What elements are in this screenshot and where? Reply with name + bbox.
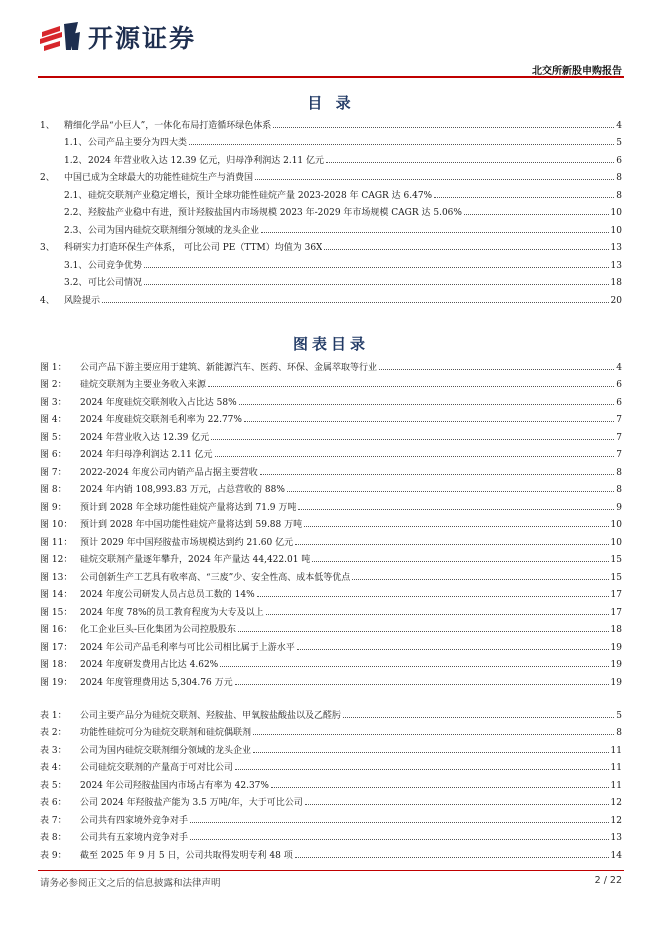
toc-entry[interactable] xyxy=(40,288,622,306)
toc-title: 目 录 xyxy=(307,94,355,112)
entry-text: 科研实力打造环保生产体系， 可比公司 PE（TTM）均值为 36X xyxy=(64,243,323,253)
entry-text: 羟胺盐产业稳中有进，预计羟胺盐国内市场规模 2023 年-2029 年市场规模 CAGR 达 5.06% xyxy=(88,208,462,218)
dot-leader xyxy=(144,284,609,285)
entry-page-number: 11 xyxy=(610,780,622,791)
entry-page-number: 4 xyxy=(616,120,622,131)
figure-entry[interactable] xyxy=(40,460,622,478)
toc-entry[interactable] xyxy=(40,236,622,254)
entry-number: 图 2： xyxy=(40,380,67,390)
table-entry[interactable] xyxy=(40,843,622,861)
figure-entry[interactable] xyxy=(40,495,622,513)
entry-number: 1.2、 xyxy=(64,155,88,166)
entry-number: 表 3： xyxy=(40,745,67,756)
entry-text: 中国已成为全球最大的功能性硅烷生产与消费国 xyxy=(64,173,254,183)
entry-text: 2024 年公司羟胺盐国内市场占有率为 42.37% xyxy=(80,780,269,791)
toc-entry[interactable] xyxy=(40,271,622,289)
entry-text: 可比公司情况 xyxy=(88,278,143,288)
entry-number: 图 10： xyxy=(40,520,73,530)
logo-mark-icon xyxy=(38,22,82,52)
entry-page-number: 19 xyxy=(610,660,622,670)
entry-page-number: 10 xyxy=(610,208,622,218)
entry-page-number: 10 xyxy=(610,537,622,548)
dot-leader xyxy=(434,197,614,198)
logo-text: 开源证券 xyxy=(88,24,197,53)
footer-rule xyxy=(38,870,624,871)
dot-leader xyxy=(238,631,609,632)
dot-leader xyxy=(324,249,608,250)
entry-text: 公司为国内硅烷交联剂细分领域的龙头企业 xyxy=(80,745,252,756)
toc-entry[interactable] xyxy=(40,183,622,201)
entry-page-number: 11 xyxy=(610,745,622,756)
dot-leader xyxy=(260,474,615,475)
entry-page-number: 17 xyxy=(610,607,622,618)
entry-text: 公司竞争优势 xyxy=(88,260,143,271)
dot-leader xyxy=(297,649,609,650)
entry-text: 硅烷交联剂产量逐年攀升，2024 年产量达 44,422.01 吨 xyxy=(80,555,311,565)
entry-text: 2024 年公司产品毛利率与可比公司相比属于上游水平 xyxy=(80,642,295,653)
figure-entry[interactable] xyxy=(40,618,622,636)
entry-page-number: 9 xyxy=(616,502,622,513)
entry-text: 2024 年内销 108,993.83 万元，占总营收的 88% xyxy=(80,485,285,495)
entry-page-number: 8 xyxy=(616,173,622,183)
figure-entry[interactable] xyxy=(40,600,622,618)
dot-leader xyxy=(220,666,608,667)
table-entry[interactable] xyxy=(40,808,622,826)
entry-text: 公司创新生产工艺具有收率高、“三废”少、安全性高、成本低等优点 xyxy=(80,572,351,583)
entry-text: 硅烷交联剂为主要业务收入来源 xyxy=(80,380,207,390)
figures-title: 图表目录 xyxy=(292,335,369,353)
entry-number: 表 5： xyxy=(40,780,67,791)
figure-entry[interactable] xyxy=(40,670,622,688)
table-entry[interactable] xyxy=(40,703,622,721)
entry-page-number: 10 xyxy=(610,225,622,236)
dot-leader xyxy=(211,439,614,440)
entry-page-number: 7 xyxy=(616,415,622,425)
table-entry[interactable] xyxy=(40,791,622,809)
dot-leader xyxy=(379,369,614,370)
figure-entry[interactable] xyxy=(40,565,622,583)
dot-leader xyxy=(253,752,609,753)
entry-page-number: 20 xyxy=(610,295,622,306)
dot-leader xyxy=(208,386,614,387)
dot-leader xyxy=(190,822,609,823)
entry-number: 图 9： xyxy=(40,502,67,513)
table-entry[interactable] xyxy=(40,756,622,774)
entry-text: 预计 2029 年中国羟胺盐市场规模达到约 21.60 亿元 xyxy=(80,537,294,548)
entry-number: 1.1、 xyxy=(64,138,88,148)
entry-text: 硅烷交联剂产业稳定增长，预计全球功能性硅烷产量 2023-2028 年 CAGR 达 6.47% xyxy=(88,190,433,201)
entry-text: 精细化学品“小巨人”，一体化布局打造循环绿色体系 xyxy=(64,120,272,131)
dot-leader xyxy=(102,302,609,303)
entry-page-number: 17 xyxy=(610,590,622,600)
figure-entry[interactable] xyxy=(40,530,622,548)
entry-text: 2024 年度硅烷交联剂毛利率为 22.77% xyxy=(80,415,242,425)
entry-number: 4、 xyxy=(40,295,55,306)
entry-number: 表 2： xyxy=(40,728,67,738)
entry-text: 2024 年度管理费用达 5,304.76 万元 xyxy=(80,677,233,688)
entry-page-number: 13 xyxy=(610,833,622,843)
entry-number: 图 8： xyxy=(40,485,67,495)
toc-list xyxy=(40,113,622,306)
entry-number: 表 8： xyxy=(40,833,67,843)
entry-page-number: 15 xyxy=(610,572,622,583)
footer-disclaimer: 请务必参阅正文之后的信息披露和法律声明 xyxy=(40,878,221,889)
entry-page-number: 8 xyxy=(616,728,622,738)
entry-number: 图 4： xyxy=(40,415,67,425)
entry-page-number: 14 xyxy=(610,850,622,861)
entry-page-number: 6 xyxy=(616,397,622,408)
dot-leader xyxy=(190,839,609,840)
entry-page-number: 7 xyxy=(616,432,622,443)
dot-leader xyxy=(189,144,614,145)
entry-page-number: 6 xyxy=(616,155,622,166)
dot-leader xyxy=(298,509,614,510)
dot-leader xyxy=(255,179,614,180)
entry-number: 图 16： xyxy=(40,625,73,635)
entry-text: 公司共有五家境内竞争对手 xyxy=(80,833,189,843)
entry-number: 2、 xyxy=(40,173,55,183)
entry-text: 2024 年归母净利润达 2.11 亿元 xyxy=(80,450,213,460)
entry-page-number: 11 xyxy=(610,763,622,773)
dot-leader xyxy=(295,544,608,545)
figure-entry[interactable] xyxy=(40,355,622,373)
entry-text: 公司为国内硅烷交联剂细分领域的龙头企业 xyxy=(88,225,260,236)
entry-page-number: 5 xyxy=(616,138,622,148)
dot-leader xyxy=(244,421,614,422)
entry-text: 公司主要产品分为硅烷交联剂、羟胺盐、甲氧胺盐酸盐以及乙醛肟 xyxy=(80,710,342,721)
entry-number: 3、 xyxy=(40,243,55,253)
entry-number: 2.2、 xyxy=(64,208,88,218)
figure-entry[interactable] xyxy=(40,408,622,426)
entry-number: 表 4： xyxy=(40,763,67,773)
page-indicator: 2 / 22 xyxy=(594,875,622,886)
dot-leader xyxy=(271,787,609,788)
entry-page-number: 12 xyxy=(610,798,622,808)
entry-page-number: 13 xyxy=(610,243,622,253)
company-logo xyxy=(38,22,196,52)
dot-leader xyxy=(235,769,609,770)
entry-text: 公司 2024 年羟胺盐产能为 3.5 万吨/年，大于可比公司 xyxy=(80,798,303,808)
dot-leader xyxy=(343,717,614,718)
entry-page-number: 19 xyxy=(610,642,622,653)
entry-number: 图 18： xyxy=(40,660,73,670)
entry-page-number: 18 xyxy=(610,278,622,288)
entry-number: 1、 xyxy=(40,120,55,131)
entry-number: 图 12： xyxy=(40,555,73,565)
figure-entry[interactable] xyxy=(40,583,622,601)
entry-number: 表 7： xyxy=(40,815,67,826)
figure-entry[interactable] xyxy=(40,653,622,671)
entry-number: 2.3、 xyxy=(64,225,88,236)
entry-number: 2.1、 xyxy=(64,190,88,201)
table-entry[interactable] xyxy=(40,721,622,739)
figure-entry[interactable] xyxy=(40,390,622,408)
figure-entry[interactable] xyxy=(40,373,622,391)
dot-leader xyxy=(305,804,609,805)
entry-text: 2024 年营业收入达 12.39 亿元 xyxy=(80,432,210,443)
dot-leader xyxy=(287,491,614,492)
header-rule xyxy=(38,76,624,78)
entry-number: 图 15： xyxy=(40,607,73,618)
entry-number: 图 11： xyxy=(40,537,73,548)
figure-entry[interactable] xyxy=(40,443,622,461)
entry-number: 图 3： xyxy=(40,397,67,408)
entry-page-number: 13 xyxy=(610,260,622,271)
dot-leader xyxy=(235,684,609,685)
figure-entry[interactable] xyxy=(40,635,622,653)
entry-text: 截至 2025 年 9 月 5 日，公司共取得发明专利 48 项 xyxy=(80,850,293,861)
report-type-label: 北交所新股申购报告 xyxy=(532,66,622,77)
toc-entry[interactable] xyxy=(40,131,622,149)
entry-page-number: 12 xyxy=(610,815,622,826)
entry-page-number: 6 xyxy=(616,380,622,390)
entry-text: 预计到 2028 年中国功能性硅烷产量将达到 59.88 万吨 xyxy=(80,520,303,530)
dot-leader xyxy=(352,579,608,580)
toc-entry[interactable] xyxy=(40,201,622,219)
entry-number: 3.2、 xyxy=(64,278,88,288)
dot-leader xyxy=(273,127,614,128)
entry-text: 化工企业巨头-巨化集团为公司控股股东 xyxy=(80,625,237,635)
toc-entry[interactable] xyxy=(40,113,622,131)
entry-text: 2024 年度硅烷交联剂收入占比达 58% xyxy=(80,397,237,408)
dot-leader xyxy=(312,561,608,562)
entry-page-number: 8 xyxy=(616,190,622,201)
entry-page-number: 7 xyxy=(616,450,622,460)
entry-number: 3.1、 xyxy=(64,260,88,271)
dot-leader xyxy=(261,232,609,233)
entry-text: 2024 年度研发费用占比达 4.62% xyxy=(80,660,219,670)
dot-leader xyxy=(257,596,609,597)
entry-text: 2024 年度公司研发人员占总员工数的 14% xyxy=(80,590,255,600)
figure-entry[interactable] xyxy=(40,478,622,496)
entry-page-number: 5 xyxy=(616,710,622,721)
entry-text: 公司产品主要分为四大类 xyxy=(88,138,188,148)
entry-text: 公司共有四家境外竞争对手 xyxy=(80,815,189,826)
entry-text: 公司硅烷交联剂的产量高于可对比公司 xyxy=(80,763,234,773)
toc-entry[interactable] xyxy=(40,166,622,184)
entry-number: 图 5： xyxy=(40,432,67,443)
entry-text: 2024 年度 78%的员工教育程度为大专及以上 xyxy=(80,607,264,618)
dot-leader xyxy=(239,404,615,405)
dot-leader xyxy=(295,857,609,858)
entry-page-number: 18 xyxy=(610,625,622,635)
entry-number: 图 7： xyxy=(40,467,67,478)
figure-entry[interactable] xyxy=(40,513,622,531)
toc-entry[interactable] xyxy=(40,148,622,166)
toc-entry[interactable] xyxy=(40,218,622,236)
tables-list xyxy=(40,703,622,861)
figure-entry[interactable] xyxy=(40,548,622,566)
table-entry[interactable] xyxy=(40,773,622,791)
figure-entry[interactable] xyxy=(40,425,622,443)
dot-leader xyxy=(326,162,614,163)
entry-text: 风险提示 xyxy=(64,295,101,306)
table-entry[interactable] xyxy=(40,826,622,844)
dot-leader xyxy=(304,526,608,527)
entry-page-number: 15 xyxy=(610,555,622,565)
entry-page-number: 19 xyxy=(610,677,622,688)
entry-page-number: 10 xyxy=(610,520,622,530)
entry-page-number: 8 xyxy=(616,485,622,495)
entry-number: 表 6： xyxy=(40,798,67,808)
toc-entry[interactable] xyxy=(40,253,622,271)
entry-page-number: 4 xyxy=(616,362,622,373)
entry-text: 公司产品下游主要应用于建筑、新能源汽车、医药、环保、金属萃取等行业 xyxy=(80,362,378,373)
entry-number: 表 9： xyxy=(40,850,67,861)
entry-page-number: 8 xyxy=(616,467,622,478)
entry-number: 表 1： xyxy=(40,710,67,721)
dot-leader xyxy=(464,214,609,215)
entry-text: 功能性硅烷可分为硅烷交联剂和硅烷偶联剂 xyxy=(80,728,252,738)
dot-leader xyxy=(215,456,615,457)
entry-number: 图 19： xyxy=(40,677,73,688)
dot-leader xyxy=(253,734,614,735)
figures-list xyxy=(40,355,622,688)
entry-text: 2022-2024 年度公司内销产品占据主要营收 xyxy=(80,467,258,478)
entry-number: 图 1： xyxy=(40,362,67,373)
entry-text: 预计到 2028 年全球功能性硅烷产量将达到 71.9 万吨 xyxy=(80,502,297,513)
entry-number: 图 17： xyxy=(40,642,73,653)
entry-number: 图 6： xyxy=(40,450,67,460)
table-entry[interactable] xyxy=(40,738,622,756)
dot-leader xyxy=(144,267,609,268)
entry-number: 图 13： xyxy=(40,572,73,583)
entry-number: 图 14： xyxy=(40,590,73,600)
dot-leader xyxy=(266,614,609,615)
entry-text: 2024 年营业收入达 12.39 亿元，归母净利润达 2.11 亿元 xyxy=(88,155,325,166)
